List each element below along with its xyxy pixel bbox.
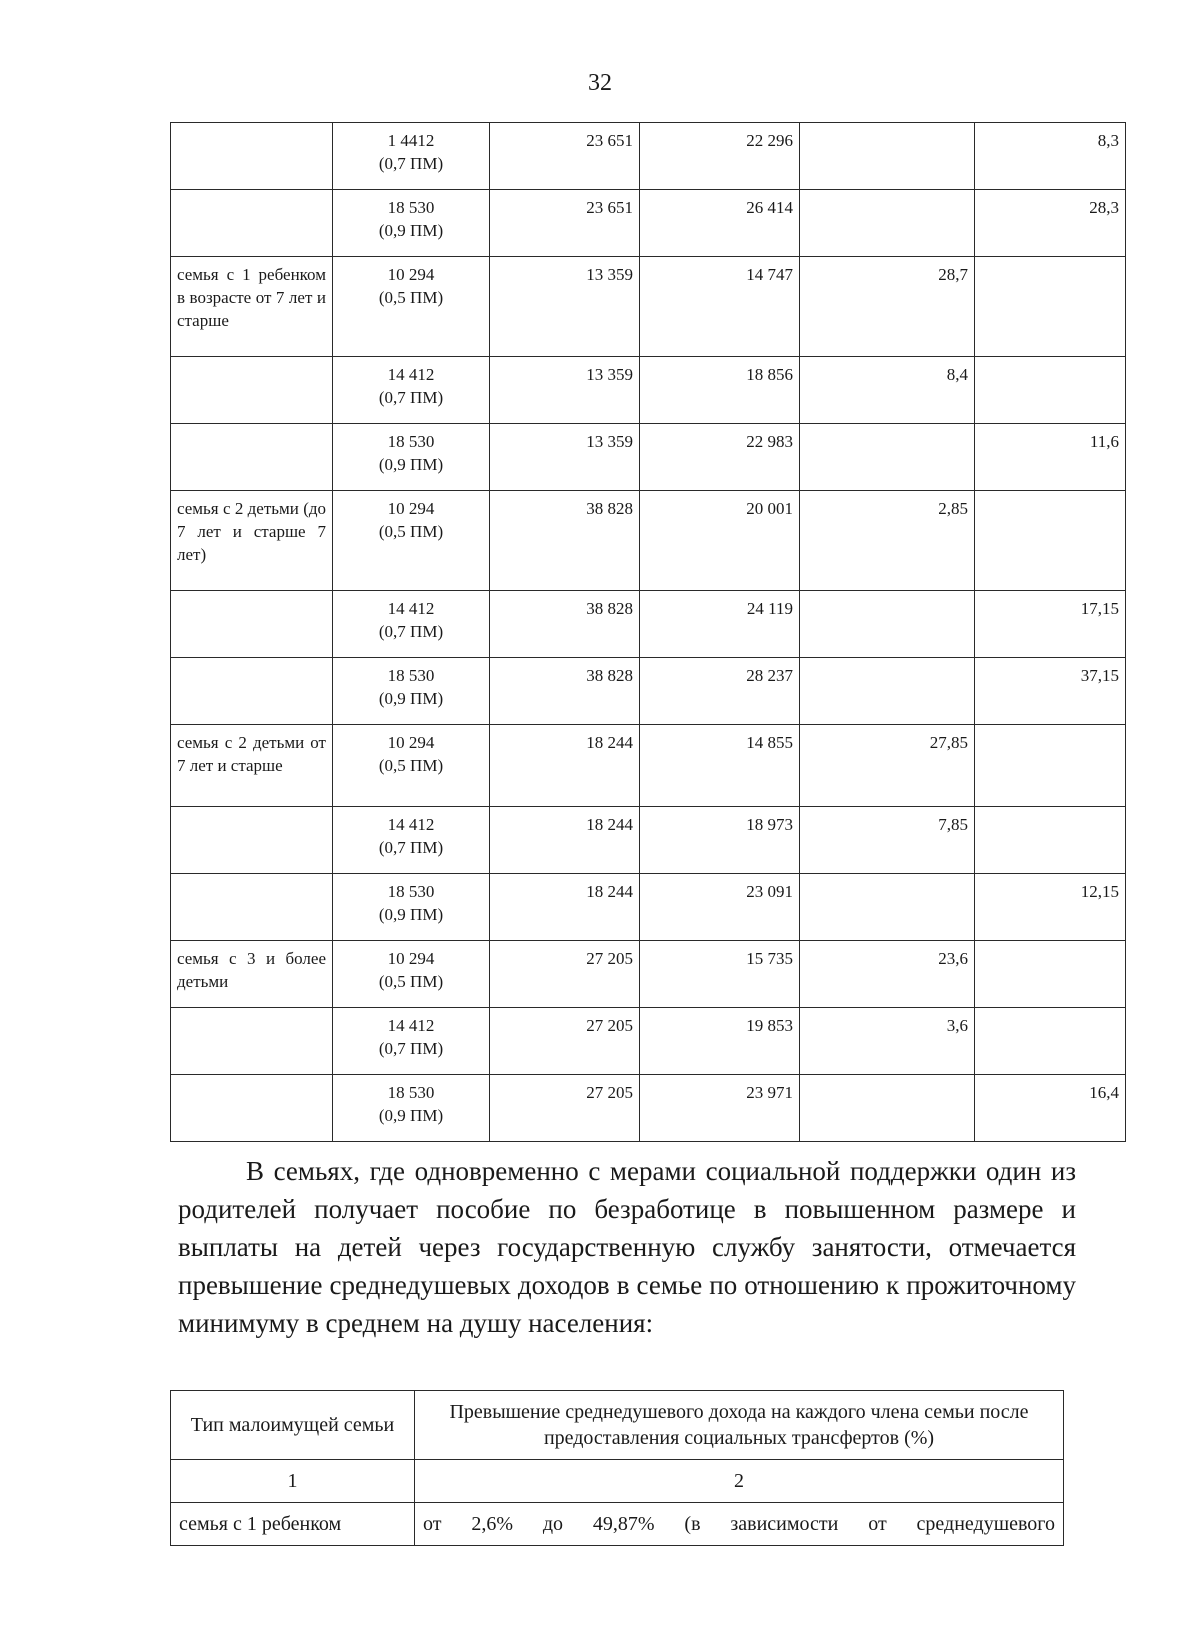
column-number-cell: 1 [171,1460,415,1503]
basis-cell [333,357,490,424]
table-row [171,190,1126,257]
basis-amount: 10 294 [387,265,435,284]
header-cell-family-type: Тип малоимущей семьи [171,1391,415,1460]
family-type-cell [171,591,333,658]
value-cell-6: 28,3 [975,190,1126,257]
basis-cell [333,123,490,190]
value-cell-3: 27 205 [490,1075,640,1142]
family-type-cell: семья с 1 ребенком [171,1503,415,1546]
table-row [171,591,1126,658]
basis-share: (0,7 ПМ) [378,838,444,857]
table-row [171,491,1126,591]
value-cell-5: 27,85 [800,725,975,807]
value-cell-4: 28 237 [640,658,800,725]
basis-amount: 18 530 [387,432,435,451]
family-type-cell [171,357,333,424]
value-cell-6 [975,941,1126,1008]
page-number: 32 [588,70,612,96]
basis-cell [333,874,490,941]
table-header-row [171,1391,1064,1460]
value-cell-3: 18 244 [490,725,640,807]
value-cell-6: 17,15 [975,591,1126,658]
table-row [171,725,1126,807]
basis-cell [333,1008,490,1075]
value-cell-5: 23,6 [800,941,975,1008]
value-cell-5: 2,85 [800,491,975,591]
basis-amount: 18 530 [387,882,435,901]
value-cell-6 [975,725,1126,807]
value-cell-4: 19 853 [640,1008,800,1075]
value-cell-6 [975,357,1126,424]
value-cell-3: 38 828 [490,591,640,658]
basis-share: (0,9 ПМ) [378,1106,444,1125]
value-cell-5 [800,591,975,658]
value-cell-4: 24 119 [640,591,800,658]
value-cell-5: 8,4 [800,357,975,424]
family-type-cell: семья с 3 и более детьми [171,941,333,1008]
basis-amount: 14 412 [387,599,435,618]
family-type-cell: семья с 2 детьми от 7 лет и старше [171,725,333,807]
family-type-cell [171,123,333,190]
table-number-row [171,1460,1064,1503]
table-row [171,1503,1064,1546]
family-type-cell [171,424,333,491]
basis-cell [333,941,490,1008]
value-cell-5 [800,424,975,491]
table-row [171,424,1126,491]
value-cell-4: 14 855 [640,725,800,807]
basis-amount: 18 530 [387,1083,435,1102]
column-number-cell: 2 [415,1460,1064,1503]
basis-amount: 14 412 [387,1016,435,1035]
value-cell-6: 12,15 [975,874,1126,941]
table-row [171,1075,1126,1142]
table-row [171,1008,1126,1075]
basis-share: (0,5 ПМ) [378,756,444,775]
basis-cell [333,658,490,725]
value-cell-6: 16,4 [975,1075,1126,1142]
basis-amount: 18 530 [387,666,435,685]
value-cell-4: 22 296 [640,123,800,190]
basis-share: (0,9 ПМ) [378,455,444,474]
basis-cell [333,190,490,257]
table-row [171,123,1126,190]
table-row [171,357,1126,424]
basis-amount: 14 412 [387,365,435,384]
value-cell-5 [800,1075,975,1142]
basis-cell [333,725,490,807]
basis-cell [333,257,490,357]
value-cell-3: 38 828 [490,491,640,591]
family-type-cell: семья с 2 детьми (до 7 лет и старше 7 лет) [171,491,333,591]
value-cell-5 [800,190,975,257]
value-cell-3: 13 359 [490,357,640,424]
value-cell-3: 13 359 [490,257,640,357]
basis-amount: 10 294 [387,733,435,752]
value-cell-3: 23 651 [490,190,640,257]
value-cell-6 [975,1008,1126,1075]
basis-amount: 10 294 [387,499,435,518]
value-cell-5 [800,658,975,725]
family-type-cell [171,807,333,874]
basis-amount: 1 4412 [387,131,435,150]
family-type-cell [171,190,333,257]
family-type-cell [171,874,333,941]
value-cell-3: 38 828 [490,658,640,725]
basis-share: (0,7 ПМ) [378,622,444,641]
value-cell-5: 3,6 [800,1008,975,1075]
family-type-cell [171,658,333,725]
basis-share: (0,9 ПМ) [378,221,444,240]
value-cell-4: 18 973 [640,807,800,874]
value-cell-3: 18 244 [490,807,640,874]
basis-cell [333,491,490,591]
value-cell-3: 13 359 [490,424,640,491]
value-cell-4: 14 747 [640,257,800,357]
value-cell-5: 7,85 [800,807,975,874]
value-cell-4: 23 971 [640,1075,800,1142]
table-row [171,257,1126,357]
basis-cell [333,807,490,874]
value-cell-3: 27 205 [490,941,640,1008]
income-table [170,122,1126,1142]
header-cell-excess: Превышение среднедушевого дохода на каждого члена семьи после предоставления социальных трансфертов (%) [415,1391,1064,1460]
value-cell-6: 8,3 [975,123,1126,190]
value-cell-5: 28,7 [800,257,975,357]
basis-share: (0,5 ПМ) [378,522,444,541]
value-cell-4: 22 983 [640,424,800,491]
value-cell-4: 18 856 [640,357,800,424]
value-cell-3: 23 651 [490,123,640,190]
body-paragraph [178,1152,1076,1342]
basis-cell [333,1075,490,1142]
basis-share: (0,7 ПМ) [378,1039,444,1058]
basis-share: (0,7 ПМ) [378,154,444,173]
value-cell-4: 26 414 [640,190,800,257]
basis-cell [333,591,490,658]
value-cell-6 [975,491,1126,591]
paragraph-text: В семьях, где одновременно с мерами социальной поддержки один из родителей получает пособие по безработице в повышенном размере и выплаты на детей через государственную службу занятости, отмечается превышение среднедушевых доходов в семье по отношению к прожиточному минимуму в среднем на душу населения: [178,1156,1076,1338]
basis-share: (0,9 ПМ) [378,905,444,924]
family-type-cell: семья с 1 ребенком в возрасте от 7 лет и старше [171,257,333,357]
value-cell-4: 23 091 [640,874,800,941]
excess-value-cell: от 2,6% до 49,87% (в зависимости от среднедушевого [415,1503,1064,1546]
basis-share: (0,5 ПМ) [378,972,444,991]
table-row [171,807,1126,874]
value-cell-6 [975,807,1126,874]
value-cell-3: 27 205 [490,1008,640,1075]
value-cell-5 [800,123,975,190]
value-cell-5 [800,874,975,941]
basis-share: (0,5 ПМ) [378,288,444,307]
basis-share: (0,9 ПМ) [378,689,444,708]
value-cell-3: 18 244 [490,874,640,941]
family-type-cell [171,1075,333,1142]
value-cell-4: 15 735 [640,941,800,1008]
value-cell-6 [975,257,1126,357]
family-type-cell [171,1008,333,1075]
table-row [171,658,1126,725]
basis-amount: 10 294 [387,949,435,968]
basis-amount: 18 530 [387,198,435,217]
value-cell-6: 11,6 [975,424,1126,491]
table-row [171,874,1126,941]
basis-amount: 14 412 [387,815,435,834]
basis-cell [333,424,490,491]
value-cell-4: 20 001 [640,491,800,591]
value-cell-6: 37,15 [975,658,1126,725]
excess-income-table [170,1390,1064,1546]
basis-share: (0,7 ПМ) [378,388,444,407]
table-row [171,941,1126,1008]
